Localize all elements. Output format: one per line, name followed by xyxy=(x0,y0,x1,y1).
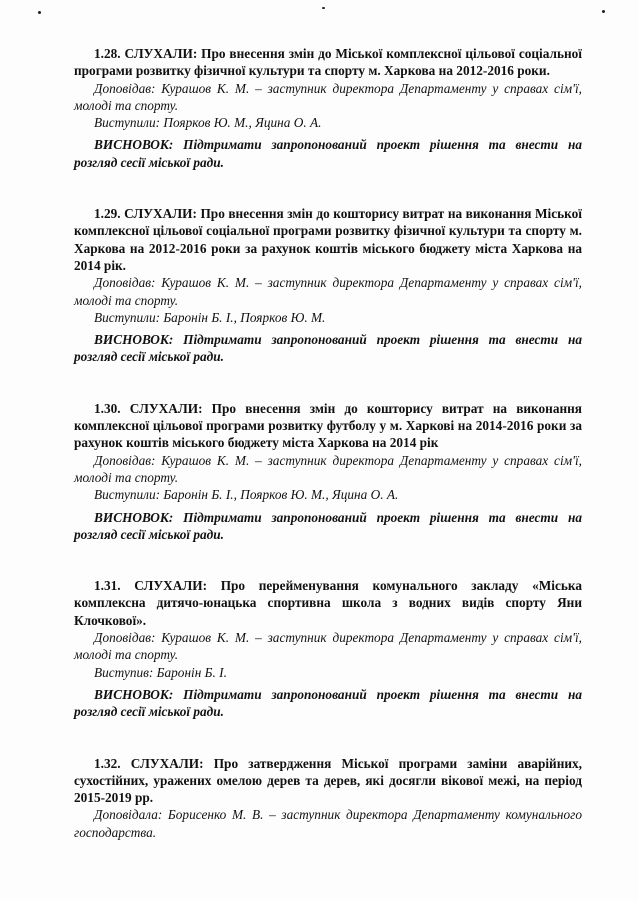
item-speakers: Виступив: Баронін Б. І. xyxy=(94,664,227,680)
item-conclusion: ВИСНОВОК: Підтримати запропонований проект рішення та внести на розгляд сесії міської ради. xyxy=(74,686,582,720)
item-gap xyxy=(74,366,582,400)
scan-speck-left xyxy=(38,11,41,14)
agenda-item-1-31 xyxy=(74,577,582,720)
item-speakers: Виступили: Баронін Б. І., Поярков Ю. М., Яцина О. А. xyxy=(94,487,399,503)
item-gap xyxy=(74,721,582,755)
item-gap xyxy=(74,543,582,577)
item-gap xyxy=(74,171,582,205)
scan-speck-center xyxy=(322,7,325,9)
item-reporter: Доповідала: Борисенко М. В. – заступник директора Департаменту комунального господарства. xyxy=(74,807,582,840)
item-heading: 1.32. СЛУХАЛИ: Про затвердження Міської програми заміни аварійних, сухостійних, уражених омелою дерев та дерев, які досягли вікової межі, на період 2015-2019 рр. xyxy=(74,755,582,806)
item-heading: 1.30. СЛУХАЛИ: Про внесення змін до кошторису витрат на виконання комплексної цільової програми розвитку футболу у м. Харкові на 2014-2016 роки за рахунок коштів міського бюджету міста Харкова на 2014 рік xyxy=(74,400,582,451)
agenda-item-1-32 xyxy=(74,755,582,841)
item-reporter: Доповідав: Курашов К. М. – заступник директора Департаменту у справах сім'ї, молоді та спорту. xyxy=(74,80,582,113)
agenda-item-1-29 xyxy=(74,205,582,366)
item-heading: 1.31. СЛУХАЛИ: Про перейменування комунального закладу «Міська комплексна дитячо-юнацька спортивна школа з водних видів спорту Яни Клочкової». xyxy=(74,578,582,628)
agenda-item-1-28 xyxy=(74,45,582,171)
agenda-item-1-30 xyxy=(74,400,582,543)
scan-speck-right xyxy=(602,10,605,13)
item-speakers: Виступили: Баронін Б. І., Поярков Ю. М. xyxy=(94,309,326,325)
item-reporter: Доповідав: Курашов К. М. – заступник директора Департаменту у справах сім'ї, молоді та спорту. xyxy=(74,275,582,308)
item-speakers: Виступили: Поярков Ю. М., Яцина О. А. xyxy=(94,115,322,131)
item-heading: 1.29. СЛУХАЛИ: Про внесення змін до кошторису витрат на виконання Міської комплексної цільової соціальної програми розвитку фізичної культури та спорту м. Харкова на 2012-2016 роки за рахунок коштів міського бюджету міста Харкова на 2014 рік. xyxy=(74,206,582,273)
item-heading: 1.28. СЛУХАЛИ: Про внесення змін до Міської комплексної цільової соціальної програми розвитку фізичної культури та спорту м. Харкова на 2012-2016 роки. xyxy=(74,46,582,79)
document-page xyxy=(74,45,582,841)
item-reporter: Доповідав: Курашов К. М. – заступник директора Департаменту у справах сім'ї, молоді та спорту. xyxy=(74,630,582,663)
item-reporter: Доповідав: Курашов К. М. – заступник директора Департаменту у справах сім'ї, молоді та спорту. xyxy=(74,452,582,485)
item-conclusion: ВИСНОВОК: Підтримати запропонований проект рішення та внести на розгляд сесії міської ради. xyxy=(74,509,582,542)
item-conclusion: ВИСНОВОК: Підтримати запропонований проект рішення та внести на розгляд сесії міської ради. xyxy=(74,332,582,365)
item-conclusion: ВИСНОВОК: Підтримати запропонований проект рішення та внести на розгляд сесії міської ради. xyxy=(74,137,582,170)
